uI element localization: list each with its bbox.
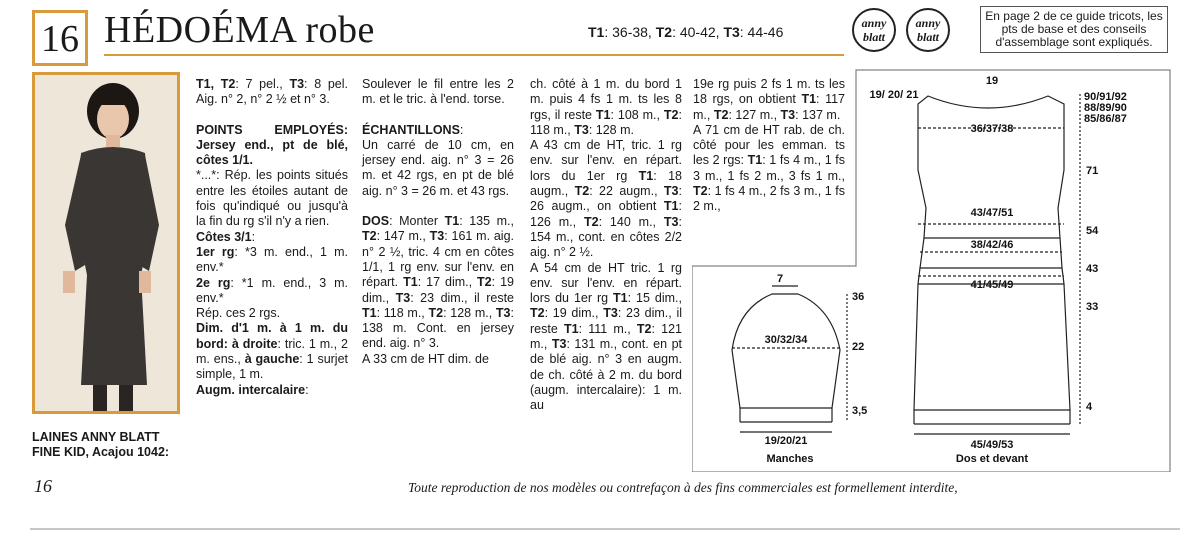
text-run: : 140 m.,: [598, 214, 664, 229]
height-71: 71: [1086, 165, 1099, 177]
bold-run: T2: [530, 306, 545, 321]
size-value: : 36-38,: [604, 24, 656, 40]
bold-run: T1: [563, 321, 579, 336]
bold-run: T3: [574, 122, 589, 137]
text-run: : 8 pel. Aig. n° 2, n° 2 ½ et n° 3.: [196, 77, 348, 107]
size-label: T2: [655, 24, 673, 40]
bold-run: T2: [362, 229, 377, 244]
height-54: 54: [1086, 225, 1099, 237]
height-85: 85/86/87: [1084, 113, 1127, 125]
body-schematic: [914, 94, 1080, 434]
bold-run: T2: [663, 107, 679, 122]
bold-run: T2: [693, 184, 708, 199]
height-88: 88/89/90: [1084, 102, 1127, 114]
text-run: 19e rg puis 2 fs 1 m. ts les 18 rgs, on obtient: [693, 77, 845, 107]
text-run: :: [251, 229, 256, 244]
text-run: : 15 dim.,: [627, 291, 682, 306]
text-run: : 127 m.,: [728, 107, 781, 122]
bold-run: T2: [583, 214, 599, 229]
text-run: : 121 m.,: [530, 321, 682, 352]
text-run: : 23 dim., il reste: [410, 290, 514, 305]
text-run: : 131 m., cont. en pt de blé aig. n° 3 en augm. de ch. côté à 2 m. du bord (augm. intercalaire): 1 m. au: [530, 337, 682, 413]
text-run: : 19 dim.,: [544, 306, 604, 321]
text-run: : 26 augm., on obtient: [530, 184, 682, 214]
bold-run: T3: [395, 290, 411, 305]
text-run: A 43 cm de HT, tric. 1 rg env. sur l'env. en répart. lors du 1er rg: [530, 138, 682, 183]
text-run: : 137 m.: [795, 107, 841, 122]
logo-text-top: anny: [861, 16, 887, 30]
sleeve-height-3-5: 3,5: [852, 405, 868, 417]
bold-run: T3: [780, 107, 796, 122]
neck-width: 19: [985, 75, 999, 87]
bold-run: T1: [663, 199, 679, 214]
text-run: Rép. ces 2 rgs.: [196, 306, 281, 321]
text-run: : 118 m.,: [530, 107, 682, 137]
text-run: : 1 surjet simple, 1 m.: [196, 352, 349, 382]
anny-blatt-logo: [852, 8, 896, 52]
bold-run: T3: [429, 229, 445, 244]
text-run: : 1 fs 4 m., 1 fs 3 m., 1 fs 2 m., 3 fs 1 m.,: [693, 153, 845, 183]
instructions-column-2: [362, 77, 514, 367]
text-run: ch. côté à 1 m. du bord 1 m. puis 4 fs 1 m. ts les 8 rgs, il reste: [530, 77, 682, 122]
copyright-notice: Toute reproduction de nos modèles ou contrefaçon à des fins commerciales est formellement interdite,: [408, 480, 958, 495]
paragraph-gap: [196, 108, 348, 123]
text-run: : 7 pel.,: [235, 77, 290, 91]
bold-run: T1, T2: [196, 77, 236, 91]
sleeve-schematic: [732, 286, 847, 432]
text-run: : 22 augm.,: [589, 184, 664, 199]
sleeve-height-22: 22: [852, 341, 865, 353]
hip-width: 41/45/49: [970, 279, 1014, 291]
guide-note: En page 2 de ce guide tricots, les pts de base et des conseils d'assemblage sont expliqués.: [980, 6, 1168, 53]
text-run: Soulever le fil entre les 2 m. et le tric. à l'end. torse.: [362, 77, 514, 107]
bold-run: POINTS EMPLOYÉS: Jersey end., pt de blé, côtes 1/1.: [196, 122, 348, 168]
text-run: : 147 m.,: [376, 229, 430, 244]
text-run: : *1 m. end., 3 m. env.*: [196, 275, 348, 305]
text-run: : tric. 1 m., 2 m. ens.,: [196, 336, 348, 367]
sleeve-cuff-width: 19/20/21: [764, 435, 808, 447]
bold-run: DOS: [362, 214, 390, 229]
bold-run: Augm. intercalaire: [196, 382, 306, 397]
paragraph-gap: [362, 108, 514, 123]
bold-run: 2e rg: [196, 275, 231, 290]
text-run: : 23 dim., il reste: [530, 306, 682, 336]
bold-run: T2: [713, 107, 729, 122]
bold-run: T2: [574, 184, 590, 199]
yarn-info: [32, 430, 192, 460]
bold-run: T2: [428, 305, 444, 320]
model-number: 16: [32, 10, 88, 66]
text-run: : 19 dim.,: [362, 275, 514, 305]
instructions-column-1: [196, 77, 348, 398]
size-value: : 40-42,: [672, 24, 724, 40]
logo-text-top: anny: [915, 16, 941, 30]
bold-run: Côtes 3/1: [196, 229, 252, 244]
waist-width-lower: 38/42/46: [970, 239, 1014, 251]
text-run: A 54 cm de HT tric. 1 rg env. sur l'env. en répart. lors du 1er rg: [530, 260, 682, 306]
height-90: 90/91/92: [1084, 91, 1127, 103]
bold-run: T3: [663, 214, 679, 229]
page-title: HÉDOÉMA robe: [104, 8, 844, 56]
bold-run: T1: [403, 275, 418, 290]
bold-run: T2: [636, 321, 652, 336]
sleeve-caption: Manches: [766, 453, 814, 465]
text-run: : 128 m.: [588, 122, 634, 137]
bold-run: T2: [477, 275, 492, 290]
text-run: : *3 m. end., 1 m. env.*: [196, 244, 348, 275]
bold-run: T1: [444, 214, 460, 229]
text-run: : 126 m.,: [530, 199, 682, 229]
text-run: Un carré de 10 cm, en jersey end. aig. n° 3 = 26 m. et 42 rgs, en pt de blé aig. n° 3 = 26 m. et 43 rgs.: [362, 137, 514, 198]
instructions-column-3: [530, 77, 682, 414]
chest-width: 36/37/38: [970, 123, 1014, 135]
text-run: A 71 cm de HT rab. de ch. côté pour les emman. ts les 2 rgs:: [693, 122, 845, 168]
height-33: 33: [1086, 301, 1099, 313]
bold-run: T1: [638, 168, 654, 183]
logo-text-bottom: blatt: [862, 30, 885, 44]
paragraph-gap: [362, 199, 514, 214]
bold-run: ÉCHANTILLONS: [362, 122, 460, 137]
bold-run: T3: [663, 184, 679, 199]
logo-text-bottom: blatt: [916, 30, 939, 44]
hem-width: 45/49/53: [970, 439, 1014, 451]
sleeve-height-36: 36: [852, 291, 865, 303]
text-run: : 138 m. Cont. en jersey end. aig. n° 3.: [362, 305, 514, 351]
text-run: :: [305, 382, 309, 397]
bold-run: T3: [603, 306, 618, 321]
bold-run: T1: [613, 291, 628, 306]
sleeve-upper-width: 30/32/34: [764, 334, 808, 346]
bold-run: 1er rg: [196, 244, 235, 259]
text-run: *...*: Rép. les points situés entre les étoiles autant de fois qu'indiqué ou jusqu'à la fin du rg s'il n'y a rien.: [196, 168, 348, 229]
text-run: : 17 dim.,: [417, 275, 478, 290]
bottom-rule: [30, 528, 1180, 530]
text-run: : 128 m.,: [443, 305, 496, 320]
size-label: T3: [723, 24, 740, 40]
text-run: : 108 m.,: [610, 107, 664, 122]
text-run: : Monter: [389, 214, 445, 229]
dress-photo-illustration: [35, 75, 177, 411]
size-label: T1: [588, 24, 605, 40]
text-run: : 154 m., cont. en côtes 2/2 aig. n° 2 ½.: [530, 214, 682, 260]
schematic-frame: [692, 70, 1170, 472]
text-run: : 135 m.,: [459, 214, 514, 229]
pattern-schematic: [692, 58, 1178, 472]
sleeve-top-width: 7: [776, 273, 784, 285]
height-43: 43: [1086, 263, 1099, 275]
bold-run: T1: [595, 107, 611, 122]
bold-run: T3: [551, 337, 567, 352]
text-run: : 161 m. aig. n° 2 ½, tric. 4 cm en côtes 1/1, 1 rg env. sur l'env. en répart.: [362, 229, 514, 290]
size-value: : 44-46: [739, 24, 784, 40]
page-number: 16: [34, 476, 52, 496]
anny-blatt-logo: [906, 8, 950, 52]
bold-run: T3: [289, 77, 305, 91]
model-photo: [32, 72, 180, 414]
text-run: :: [459, 122, 464, 137]
bold-run: T1: [801, 92, 817, 107]
text-run: : 111 m.,: [578, 321, 637, 336]
size-list: [588, 24, 783, 40]
text-run: : 117 m.,: [693, 92, 845, 122]
text-run: : 1 fs 4 m., 2 fs 3 m., 1 fs 2 m.,: [693, 184, 845, 214]
bold-run: T1: [747, 153, 763, 168]
text-run: A 33 cm de HT dim. de: [362, 351, 489, 366]
yarn-name: FINE KID, Acajou 1042:: [32, 445, 170, 459]
bold-run: T3: [495, 305, 511, 320]
height-4: 4: [1086, 401, 1093, 413]
shoulder-width: 19/ 20/ 21: [869, 89, 919, 101]
waist-width-upper: 43/47/51: [970, 207, 1014, 219]
body-caption: Dos et devant: [955, 453, 1029, 465]
bold-run: Dim. d'1 m. à 1 m. du bord: à droite: [196, 321, 348, 351]
yarn-brand: LAINES ANNY BLATT: [32, 430, 160, 444]
text-run: : 18 augm.,: [530, 168, 682, 199]
bold-run: à gauche: [244, 352, 300, 367]
bold-run: T1: [362, 305, 377, 320]
text-run: : 118 m.,: [376, 305, 429, 320]
